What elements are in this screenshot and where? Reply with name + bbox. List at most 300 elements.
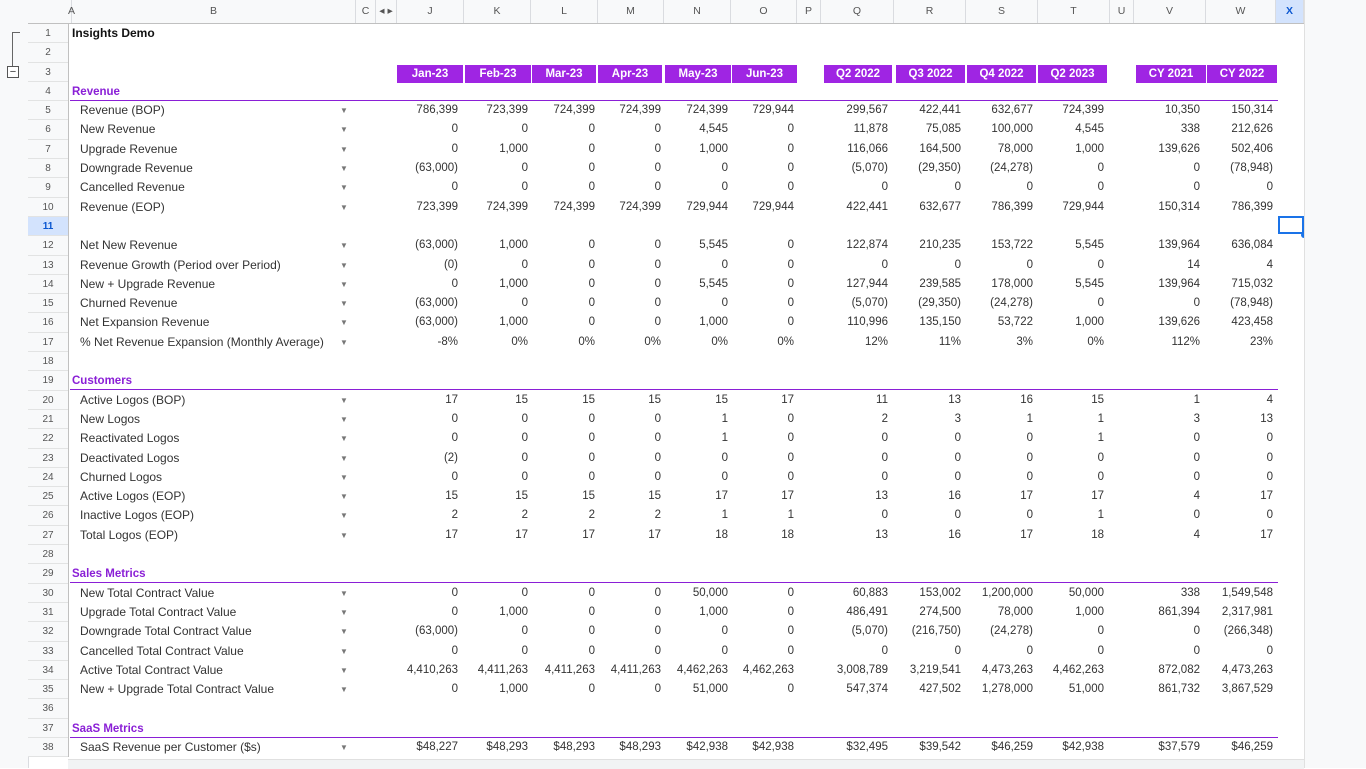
row-header-6[interactable]: 6	[28, 120, 68, 139]
value-cell[interactable]: 0	[521, 644, 528, 657]
metric-label[interactable]: Inactive Logos (EOP)	[80, 508, 195, 523]
row-header-28[interactable]: 28	[28, 545, 68, 564]
value-cell[interactable]: 0	[588, 316, 595, 329]
value-cell[interactable]: 0	[588, 605, 595, 618]
value-cell[interactable]: 0	[521, 470, 528, 483]
row-header-4[interactable]: 4	[28, 82, 68, 101]
value-cell[interactable]: 1,000	[499, 683, 528, 696]
value-cell[interactable]: 0	[588, 181, 595, 194]
row-header-27[interactable]: 27	[28, 526, 68, 545]
row-header-21[interactable]: 21	[28, 410, 68, 429]
value-cell[interactable]: 0	[787, 586, 794, 599]
row-header-36[interactable]: 36	[28, 699, 68, 718]
value-cell[interactable]: 4	[1266, 393, 1273, 406]
value-cell[interactable]: 0	[787, 162, 794, 175]
dropdown-caret-icon[interactable]: ▼	[340, 472, 348, 482]
row-header-22[interactable]: 22	[28, 429, 68, 448]
value-cell[interactable]: (78,948)	[1230, 162, 1273, 175]
value-cell[interactable]: 0	[881, 432, 888, 445]
value-cell[interactable]: 0	[787, 277, 794, 290]
value-cell[interactable]: (5,070)	[851, 625, 888, 638]
value-cell[interactable]: $48,227	[416, 740, 458, 753]
value-cell[interactable]: 0%	[777, 335, 794, 348]
value-cell[interactable]: 3,867,529	[1221, 683, 1273, 696]
period-header[interactable]: Jan-23	[397, 65, 463, 83]
value-cell[interactable]: 16	[948, 528, 961, 541]
metric-label[interactable]: Total Logos (EOP)	[80, 527, 179, 542]
value-cell[interactable]: 1	[1193, 393, 1200, 406]
value-cell[interactable]: 78,000	[997, 142, 1033, 155]
value-cell[interactable]: (5,070)	[851, 297, 888, 310]
value-cell[interactable]: 100,000	[991, 123, 1033, 136]
value-cell[interactable]: 3,008,789	[836, 663, 888, 676]
value-cell[interactable]: 0	[588, 470, 595, 483]
value-cell[interactable]: 872,082	[1158, 663, 1200, 676]
value-cell[interactable]: 0	[721, 451, 728, 464]
metric-label[interactable]: Cancelled Revenue	[80, 180, 185, 195]
value-cell[interactable]: 0	[451, 412, 458, 425]
value-cell[interactable]: 427,502	[919, 683, 961, 696]
value-cell[interactable]: 0	[451, 644, 458, 657]
value-cell[interactable]: 0	[521, 412, 528, 425]
value-cell[interactable]: 2	[451, 509, 458, 522]
value-cell[interactable]: 0%	[511, 335, 528, 348]
value-cell[interactable]: 0	[1193, 644, 1200, 657]
value-cell[interactable]: 0	[787, 412, 794, 425]
row-header-17[interactable]: 17	[28, 333, 68, 352]
value-cell[interactable]: 0	[654, 239, 661, 252]
value-cell[interactable]: 0	[588, 683, 595, 696]
value-cell[interactable]: 51,000	[692, 683, 728, 696]
value-cell[interactable]: 0	[1097, 470, 1104, 483]
value-cell[interactable]: 0	[1026, 470, 1033, 483]
value-cell[interactable]: 17	[582, 528, 595, 541]
value-cell[interactable]: 0	[654, 451, 661, 464]
value-cell[interactable]: 0	[654, 123, 661, 136]
value-cell[interactable]: 4,410,263	[406, 663, 458, 676]
metric-label[interactable]: Deactivated Logos	[80, 450, 180, 465]
value-cell[interactable]: 724,399	[553, 200, 595, 213]
value-cell[interactable]: 0	[654, 142, 661, 155]
value-cell[interactable]: 636,084	[1231, 239, 1273, 252]
period-header[interactable]: Q4 2022	[967, 65, 1036, 83]
value-cell[interactable]: 0%	[711, 335, 728, 348]
metric-label[interactable]: New Total Contract Value	[80, 585, 215, 600]
period-header[interactable]: Jun-23	[732, 65, 797, 83]
value-cell[interactable]: 0	[721, 181, 728, 194]
dropdown-caret-icon[interactable]: ▼	[340, 241, 348, 251]
metric-label[interactable]: Net New Revenue	[80, 238, 178, 253]
dropdown-caret-icon[interactable]: ▼	[340, 588, 348, 598]
value-cell[interactable]: 17	[781, 393, 794, 406]
value-cell[interactable]: 50,000	[1068, 586, 1104, 599]
row-header-5[interactable]: 5	[28, 101, 68, 120]
metric-label[interactable]: New + Upgrade Total Contract Value	[80, 682, 274, 697]
value-cell[interactable]: $32,495	[846, 740, 888, 753]
metric-label[interactable]: Downgrade Revenue	[80, 161, 193, 176]
dropdown-caret-icon[interactable]: ▼	[340, 530, 348, 540]
value-cell[interactable]: 0	[451, 470, 458, 483]
value-cell[interactable]: 0	[1026, 644, 1033, 657]
value-cell[interactable]: 4,411,263	[610, 663, 661, 676]
value-cell[interactable]: 0	[451, 683, 458, 696]
value-cell[interactable]: (29,350)	[918, 297, 961, 310]
value-cell[interactable]: 729,944	[686, 200, 728, 213]
value-cell[interactable]: 13	[948, 393, 961, 406]
value-cell[interactable]: (29,350)	[918, 162, 961, 175]
value-cell[interactable]: 723,399	[416, 200, 458, 213]
value-cell[interactable]: 12%	[864, 335, 888, 348]
value-cell[interactable]: 0	[451, 181, 458, 194]
column-header-t[interactable]: T	[1038, 0, 1110, 23]
value-cell[interactable]: 2	[654, 509, 661, 522]
dropdown-caret-icon[interactable]: ▼	[340, 414, 348, 424]
value-cell[interactable]: (5,070)	[851, 162, 888, 175]
value-cell[interactable]: 127,944	[846, 277, 888, 290]
dropdown-caret-icon[interactable]: ▼	[340, 607, 348, 617]
value-cell[interactable]: 729,944	[752, 104, 794, 117]
row-header-11[interactable]: 11	[28, 217, 68, 236]
row-header-14[interactable]: 14	[28, 275, 68, 294]
value-cell[interactable]: 0	[1097, 181, 1104, 194]
value-cell[interactable]: 17	[445, 528, 458, 541]
value-cell[interactable]: 0	[721, 625, 728, 638]
value-cell[interactable]: 1	[721, 432, 728, 445]
row-header-18[interactable]: 18	[28, 352, 68, 371]
value-cell[interactable]: 18	[781, 528, 794, 541]
value-cell[interactable]: 1	[1097, 509, 1104, 522]
value-cell[interactable]: 0	[588, 258, 595, 271]
period-header[interactable]: Apr-23	[598, 65, 662, 83]
value-cell[interactable]: 861,394	[1158, 605, 1200, 618]
value-cell[interactable]: $48,293	[553, 740, 595, 753]
value-cell[interactable]: 0	[654, 316, 661, 329]
row-header-30[interactable]: 30	[28, 584, 68, 603]
value-cell[interactable]: 2,317,981	[1221, 605, 1273, 618]
value-cell[interactable]: 0	[588, 239, 595, 252]
value-cell[interactable]: 15	[445, 490, 458, 503]
value-cell[interactable]: 5,545	[699, 239, 728, 252]
value-cell[interactable]: 0	[881, 451, 888, 464]
value-cell[interactable]: 2	[521, 509, 528, 522]
row-header-31[interactable]: 31	[28, 603, 68, 622]
value-cell[interactable]: (63,000)	[415, 239, 458, 252]
value-cell[interactable]: 1	[1097, 432, 1104, 445]
value-cell[interactable]: $48,293	[619, 740, 661, 753]
value-cell[interactable]: 150,314	[1158, 200, 1200, 213]
value-cell[interactable]: 0	[521, 162, 528, 175]
dropdown-caret-icon[interactable]: ▼	[340, 183, 348, 193]
dropdown-caret-icon[interactable]: ▼	[340, 453, 348, 463]
row-header-2[interactable]: 2	[28, 43, 68, 62]
row-header-38[interactable]: 38	[28, 738, 68, 757]
value-cell[interactable]: 0	[881, 470, 888, 483]
sheet-title[interactable]: Insights Demo	[72, 26, 155, 40]
value-cell[interactable]: 1,000	[1075, 605, 1104, 618]
value-cell[interactable]: 632,677	[919, 200, 961, 213]
row-header-19[interactable]: 19	[28, 371, 68, 390]
value-cell[interactable]: 0	[451, 586, 458, 599]
value-cell[interactable]: 4,545	[1075, 123, 1104, 136]
value-cell[interactable]: 1	[787, 509, 794, 522]
value-cell[interactable]: 1,000	[1075, 316, 1104, 329]
value-cell[interactable]: 0	[1026, 451, 1033, 464]
value-cell[interactable]: 0%	[644, 335, 661, 348]
value-cell[interactable]: 17	[781, 490, 794, 503]
value-cell[interactable]: 0%	[1087, 335, 1104, 348]
value-cell[interactable]: 17	[1260, 528, 1273, 541]
value-cell[interactable]: 0	[787, 239, 794, 252]
column-header-q[interactable]: Q	[821, 0, 894, 23]
value-cell[interactable]: 729,944	[752, 200, 794, 213]
value-cell[interactable]: 724,399	[686, 104, 728, 117]
value-cell[interactable]: 11	[876, 393, 888, 406]
value-cell[interactable]: (216,750)	[911, 625, 961, 638]
value-cell[interactable]: 153,002	[919, 586, 961, 599]
row-header-32[interactable]: 32	[28, 622, 68, 641]
value-cell[interactable]: 15	[582, 490, 595, 503]
value-cell[interactable]: 14	[1187, 258, 1200, 271]
value-cell[interactable]: 13	[1260, 412, 1273, 425]
value-cell[interactable]: 139,964	[1158, 277, 1200, 290]
value-cell[interactable]: 0	[1266, 432, 1273, 445]
period-header[interactable]: Q3 2022	[896, 65, 965, 83]
row-header-15[interactable]: 15	[28, 294, 68, 313]
value-cell[interactable]: 210,235	[919, 239, 961, 252]
value-cell[interactable]: (2)	[443, 451, 458, 464]
dropdown-caret-icon[interactable]: ▼	[340, 125, 348, 135]
value-cell[interactable]: 786,399	[416, 104, 458, 117]
value-cell[interactable]: 0	[954, 432, 961, 445]
value-cell[interactable]: 0	[1097, 258, 1104, 271]
value-cell[interactable]: 0	[521, 432, 528, 445]
dropdown-caret-icon[interactable]: ▼	[340, 279, 348, 289]
dropdown-caret-icon[interactable]: ▼	[340, 395, 348, 405]
value-cell[interactable]: (63,000)	[415, 162, 458, 175]
dropdown-caret-icon[interactable]: ▼	[340, 260, 348, 270]
value-cell[interactable]: 1	[1097, 412, 1104, 425]
value-cell[interactable]: 0	[654, 586, 661, 599]
row-header-13[interactable]: 13	[28, 256, 68, 275]
metric-label[interactable]: New Revenue	[80, 122, 156, 137]
value-cell[interactable]: 212,626	[1231, 123, 1273, 136]
column-header-r[interactable]: R	[894, 0, 966, 23]
value-cell[interactable]: 4	[1266, 258, 1273, 271]
value-cell[interactable]: 0	[588, 644, 595, 657]
column-header-p[interactable]: P	[797, 0, 821, 23]
value-cell[interactable]: 0	[787, 432, 794, 445]
dropdown-caret-icon[interactable]: ▼	[340, 299, 348, 309]
metric-label[interactable]: Revenue (EOP)	[80, 199, 165, 214]
metric-label[interactable]: New Logos	[80, 411, 141, 426]
value-cell[interactable]: 3%	[1016, 335, 1033, 348]
value-cell[interactable]: 0	[1193, 509, 1200, 522]
value-cell[interactable]: 0	[787, 123, 794, 136]
value-cell[interactable]: 15	[648, 490, 661, 503]
column-header-x[interactable]: X	[1276, 0, 1304, 23]
column-header-m[interactable]: M	[598, 0, 664, 23]
value-cell[interactable]: 17	[1091, 490, 1104, 503]
period-header[interactable]: Mar-23	[532, 65, 596, 83]
row-header-23[interactable]: 23	[28, 449, 68, 468]
value-cell[interactable]: 0	[654, 644, 661, 657]
value-cell[interactable]: 0	[954, 644, 961, 657]
metric-label[interactable]: Churned Revenue	[80, 296, 178, 311]
value-cell[interactable]: 17	[715, 490, 728, 503]
value-cell[interactable]: 18	[1091, 528, 1104, 541]
metric-label[interactable]: Active Total Contract Value	[80, 662, 223, 677]
value-cell[interactable]: 786,399	[1231, 200, 1273, 213]
value-cell[interactable]: 0	[521, 181, 528, 194]
value-cell[interactable]: 15	[582, 393, 595, 406]
value-cell[interactable]: 1,000	[499, 142, 528, 155]
value-cell[interactable]: 0	[588, 586, 595, 599]
period-header[interactable]: Q2 2022	[824, 65, 892, 83]
metric-label[interactable]: SaaS Revenue per Customer ($s)	[80, 739, 261, 754]
value-cell[interactable]: 0	[654, 181, 661, 194]
value-cell[interactable]: 0	[1266, 644, 1273, 657]
value-cell[interactable]: 0	[521, 297, 528, 310]
value-cell[interactable]: 729,944	[1062, 200, 1104, 213]
value-cell[interactable]: 1,000	[499, 277, 528, 290]
value-cell[interactable]: 0	[1097, 625, 1104, 638]
value-cell[interactable]: 139,626	[1158, 142, 1200, 155]
value-cell[interactable]: 0	[787, 316, 794, 329]
value-cell[interactable]: 0	[721, 162, 728, 175]
value-cell[interactable]: (63,000)	[415, 297, 458, 310]
value-cell[interactable]: 0	[588, 451, 595, 464]
value-cell[interactable]: 0	[654, 683, 661, 696]
value-cell[interactable]: 16	[948, 490, 961, 503]
value-cell[interactable]: 4,545	[699, 123, 728, 136]
column-header-collapsed-toggle[interactable]: ◂ ▸	[376, 0, 397, 23]
row-header-33[interactable]: 33	[28, 642, 68, 661]
value-cell[interactable]: $39,542	[919, 740, 961, 753]
value-cell[interactable]: 75,085	[925, 123, 961, 136]
value-cell[interactable]: 715,032	[1231, 277, 1273, 290]
column-header-c[interactable]: C	[356, 0, 376, 23]
value-cell[interactable]: 15	[1091, 393, 1104, 406]
value-cell[interactable]: 0	[588, 625, 595, 638]
row-header-12[interactable]: 12	[28, 236, 68, 255]
value-cell[interactable]: 1,278,000	[981, 683, 1033, 696]
value-cell[interactable]: 0	[1026, 258, 1033, 271]
row-header-25[interactable]: 25	[28, 487, 68, 506]
dropdown-caret-icon[interactable]: ▼	[340, 511, 348, 521]
column-header-b[interactable]: B	[72, 0, 356, 23]
value-cell[interactable]: 0	[654, 412, 661, 425]
value-cell[interactable]: 17	[1260, 490, 1273, 503]
value-cell[interactable]: 1,000	[499, 316, 528, 329]
value-cell[interactable]: 0	[451, 605, 458, 618]
row-header-3[interactable]: 3	[28, 63, 68, 82]
value-cell[interactable]: 17	[1020, 490, 1033, 503]
value-cell[interactable]: 0	[787, 470, 794, 483]
value-cell[interactable]: (24,278)	[990, 625, 1033, 638]
section-header[interactable]: Customers	[70, 371, 1278, 390]
value-cell[interactable]: 0	[588, 297, 595, 310]
value-cell[interactable]: 4	[1193, 490, 1200, 503]
value-cell[interactable]: 15	[715, 393, 728, 406]
value-cell[interactable]: 723,399	[486, 104, 528, 117]
value-cell[interactable]: 0	[954, 509, 961, 522]
value-cell[interactable]: 0	[954, 258, 961, 271]
row-header-20[interactable]: 20	[28, 391, 68, 410]
value-cell[interactable]: 0	[787, 605, 794, 618]
dropdown-caret-icon[interactable]: ▼	[340, 202, 348, 212]
value-cell[interactable]: 239,585	[919, 277, 961, 290]
value-cell[interactable]: 153,722	[991, 239, 1033, 252]
metric-label[interactable]: Net Expansion Revenue	[80, 315, 210, 330]
collapse-group-icon[interactable]: −	[7, 66, 19, 78]
period-header[interactable]: May-23	[665, 65, 731, 83]
column-header-a[interactable]: A	[68, 0, 72, 23]
column-header-k[interactable]: K	[464, 0, 531, 23]
value-cell[interactable]: 0	[1193, 470, 1200, 483]
value-cell[interactable]: 0	[881, 181, 888, 194]
value-cell[interactable]: 1,000	[699, 142, 728, 155]
value-cell[interactable]: 861,732	[1158, 683, 1200, 696]
value-cell[interactable]: 0	[654, 625, 661, 638]
value-cell[interactable]: 4,473,263	[981, 663, 1033, 676]
metric-label[interactable]: Cancelled Total Contract Value	[80, 643, 244, 658]
column-header-o[interactable]: O	[731, 0, 797, 23]
value-cell[interactable]: 17	[515, 528, 528, 541]
value-cell[interactable]: 0	[954, 181, 961, 194]
value-cell[interactable]: $46,259	[991, 740, 1033, 753]
value-cell[interactable]: 50,000	[692, 586, 728, 599]
value-cell[interactable]: 0	[1097, 162, 1104, 175]
value-cell[interactable]: 0	[787, 297, 794, 310]
value-cell[interactable]: 4	[1193, 528, 1200, 541]
period-header[interactable]: CY 2022	[1207, 65, 1277, 83]
value-cell[interactable]: 10,350	[1164, 104, 1200, 117]
section-header[interactable]: Sales Metrics	[70, 564, 1278, 583]
value-cell[interactable]: (78,948)	[1230, 297, 1273, 310]
value-cell[interactable]: 11%	[938, 335, 961, 348]
active-cell-selection[interactable]	[1278, 216, 1304, 234]
value-cell[interactable]: (266,348)	[1223, 625, 1273, 638]
value-cell[interactable]: 422,441	[846, 200, 888, 213]
value-cell[interactable]: 0	[521, 451, 528, 464]
value-cell[interactable]: 0	[521, 586, 528, 599]
row-header-35[interactable]: 35	[28, 680, 68, 699]
value-cell[interactable]: 0	[654, 162, 661, 175]
value-cell[interactable]: 0	[451, 432, 458, 445]
value-cell[interactable]: 0	[787, 644, 794, 657]
value-cell[interactable]: 110,996	[847, 316, 888, 329]
value-cell[interactable]: 1	[721, 412, 728, 425]
value-cell[interactable]: 3,219,541	[909, 663, 961, 676]
value-cell[interactable]: 786,399	[991, 200, 1033, 213]
value-cell[interactable]: 1,000	[499, 605, 528, 618]
row-header-29[interactable]: 29	[28, 564, 68, 583]
value-cell[interactable]: 0	[588, 162, 595, 175]
value-cell[interactable]: 1,000	[699, 605, 728, 618]
value-cell[interactable]: 0	[1266, 470, 1273, 483]
value-cell[interactable]: 0	[721, 644, 728, 657]
column-header-u[interactable]: U	[1110, 0, 1134, 23]
value-cell[interactable]: 0	[881, 509, 888, 522]
value-cell[interactable]: (24,278)	[990, 162, 1033, 175]
value-cell[interactable]: 16	[1020, 393, 1033, 406]
value-cell[interactable]: 4,462,263	[1052, 663, 1104, 676]
row-header-24[interactable]: 24	[28, 468, 68, 487]
value-cell[interactable]: 724,399	[619, 104, 661, 117]
row-header-9[interactable]: 9	[28, 178, 68, 197]
dropdown-caret-icon[interactable]: ▼	[340, 685, 348, 695]
value-cell[interactable]: 11,878	[853, 123, 888, 136]
